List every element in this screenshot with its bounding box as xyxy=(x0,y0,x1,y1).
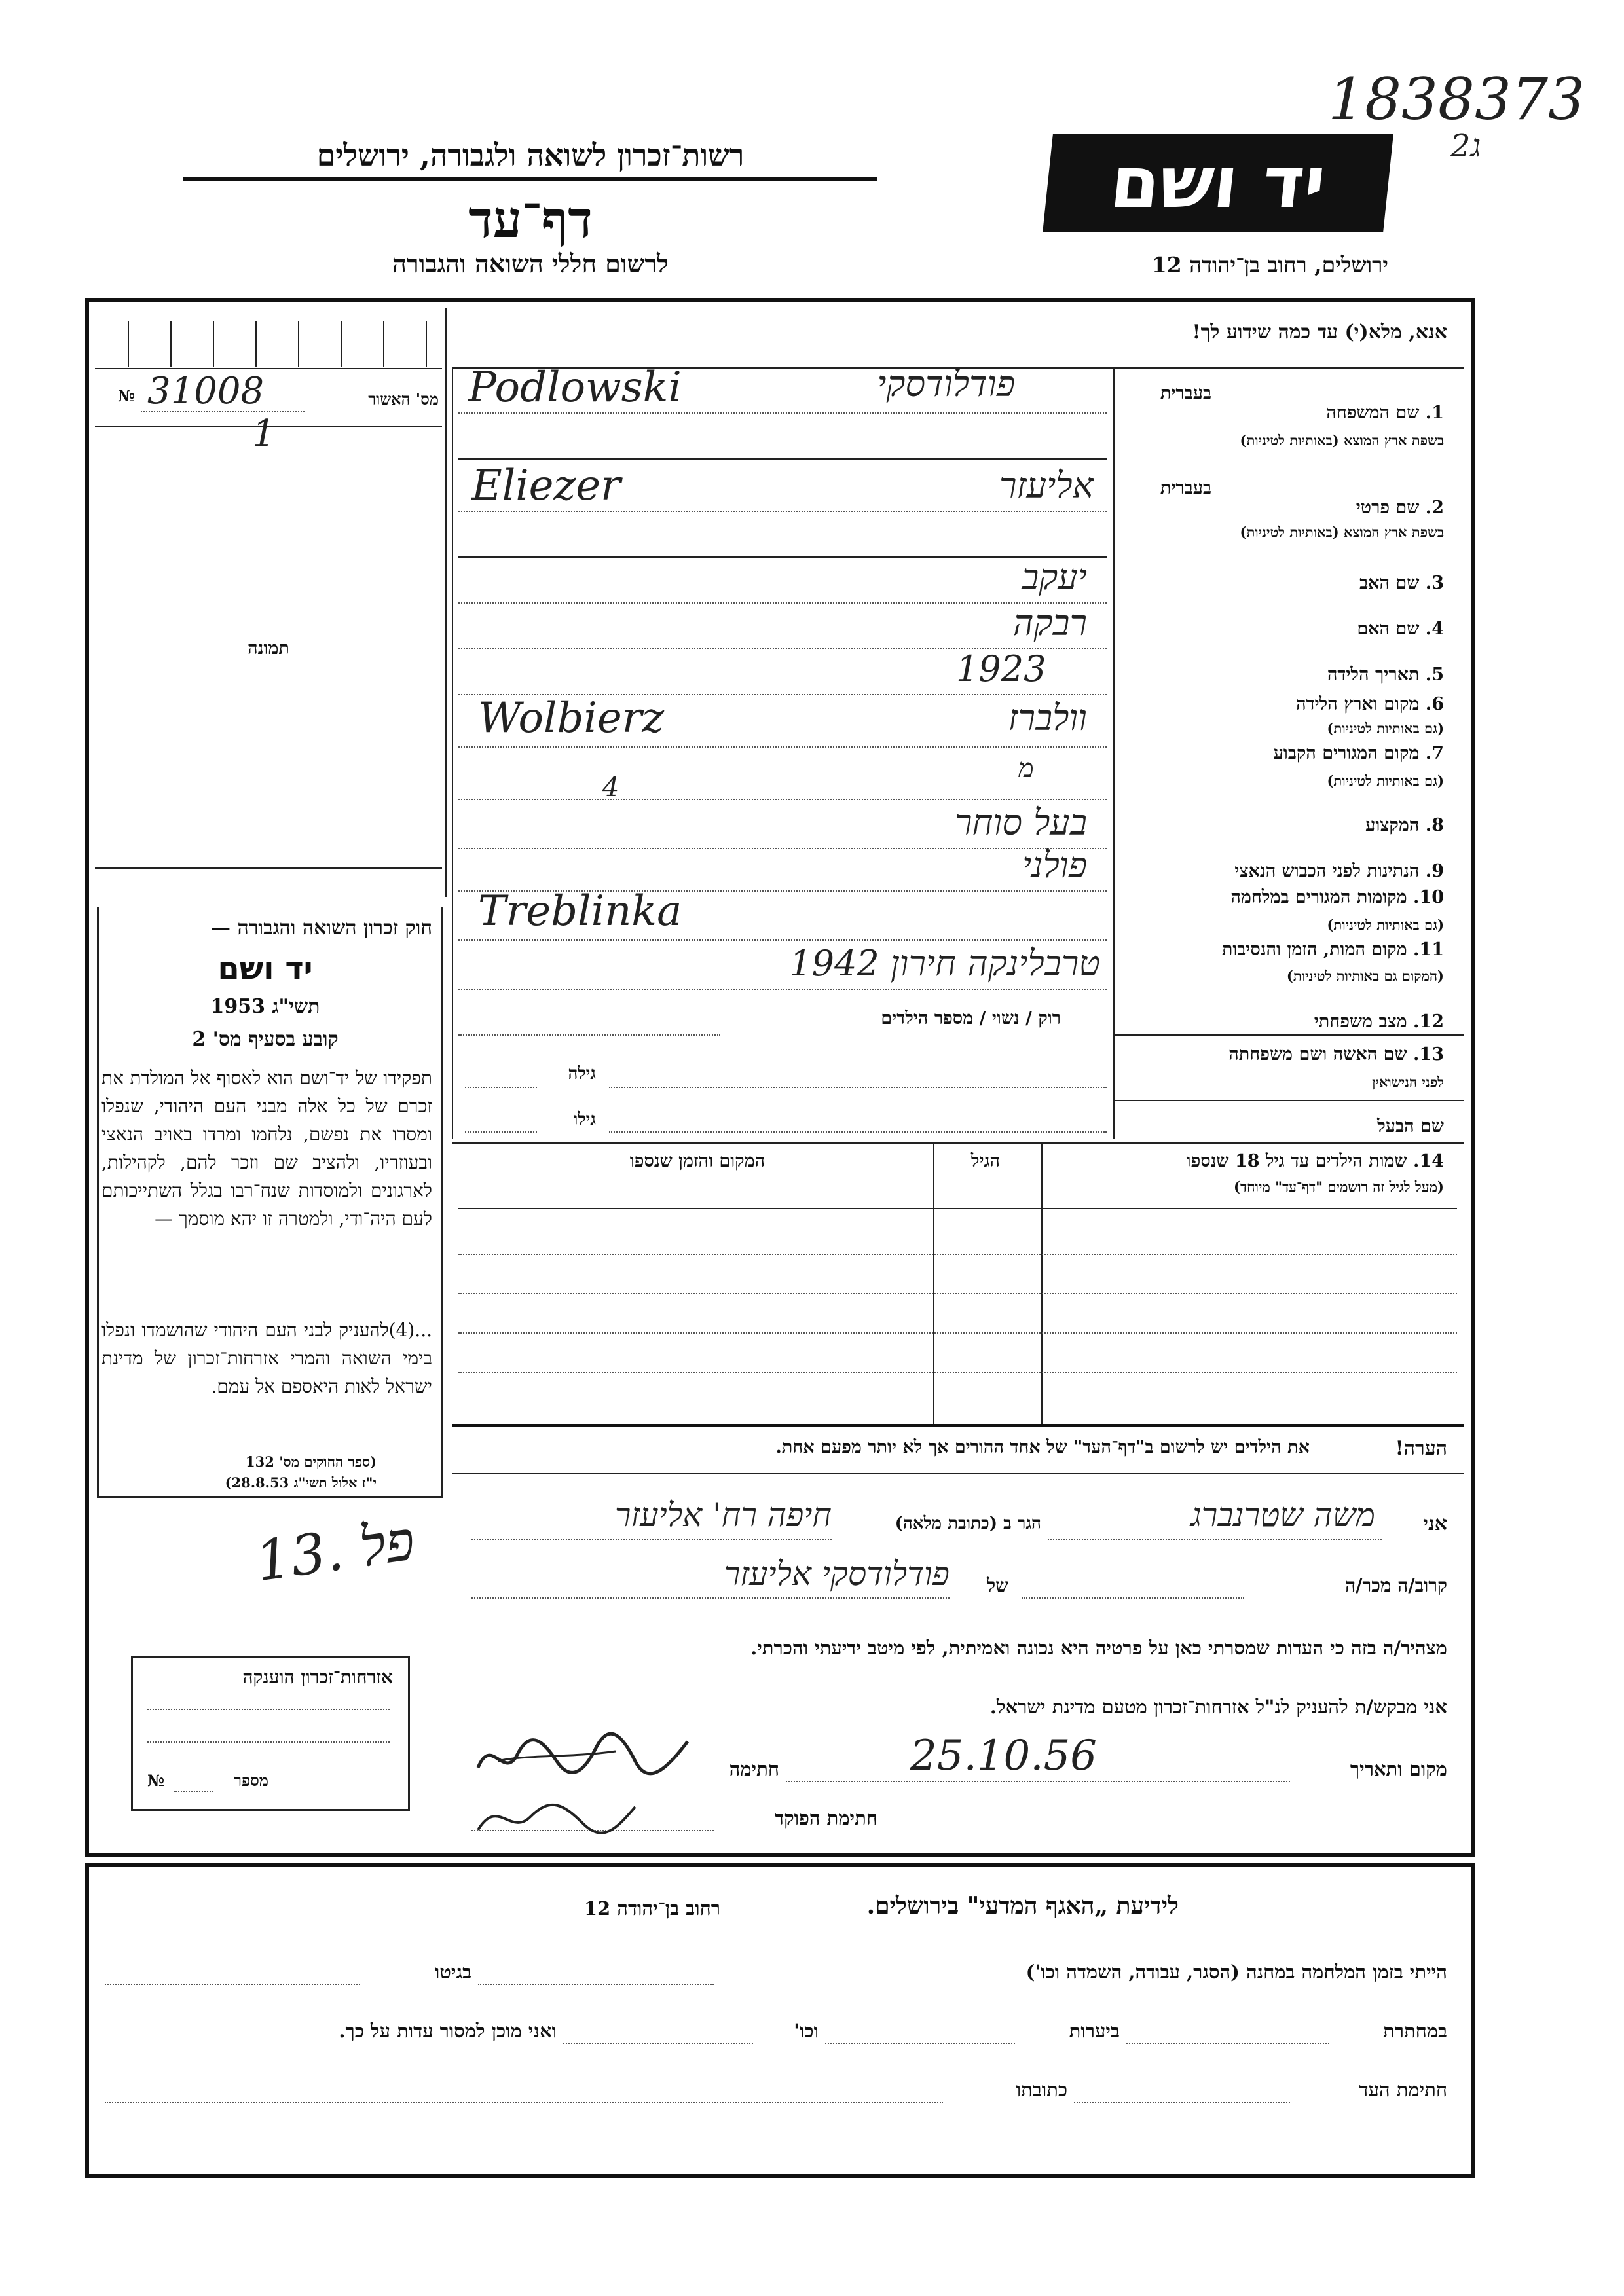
field-given-name-hebrew: אליעזר xyxy=(999,465,1094,506)
bottom-line2-b: ביערות xyxy=(1069,2020,1120,2042)
instructions: אנא, מלא(י) עד כמה שידוע לך! xyxy=(1192,321,1447,344)
certificate-line xyxy=(147,1709,390,1710)
approval-grid-tick xyxy=(170,321,172,367)
field-birthplace-sub: (גם באותיות לטיניות) xyxy=(1327,720,1444,737)
field-children-label: 14. שמות הילדים עד גיל 18 שנספו xyxy=(1186,1151,1444,1171)
field-residence-sub: (גם באותיות לטיניות) xyxy=(1327,773,1444,789)
header-address: ירושלים, רחוב בן־יהודה 12 xyxy=(1151,252,1388,278)
declaration-address-label: הגר ב (כתובת מלאה) xyxy=(895,1514,1041,1533)
field-husband-label: שם הבעל xyxy=(1377,1116,1444,1137)
law-source: (ספר החוקים מס' 132 xyxy=(246,1453,377,1470)
field-mother-value: רבקה xyxy=(1012,602,1087,644)
field-given-name-latin: Eliezer xyxy=(471,462,621,510)
field-death-value: טרבלינקה חירון 1942 xyxy=(789,943,1100,984)
field-father-value: יעקב xyxy=(1022,556,1087,598)
note-text: את הילדים יש לרשום ב"דף־העד" של אחד ההורים אך לא יותר מפעם אחת. xyxy=(775,1437,1310,1457)
field-birthplace-hebrew: וולברז xyxy=(1008,697,1087,738)
declaration-relation-label: קרוב/ה מכר/ה xyxy=(1345,1575,1447,1596)
field-given-name-sub: בשפת ארץ המוצא (באותיות לטיניות) xyxy=(1240,524,1444,540)
official-signature xyxy=(471,1791,642,1843)
field-birthdate-label: 5. תאריך הלידה xyxy=(1327,665,1444,685)
bottom-line2-c: וכו' xyxy=(794,2020,819,2042)
line xyxy=(609,1087,1107,1088)
form-subtitle: לרשום חללי השואה והגבורה xyxy=(392,249,669,278)
declaration-request: אני מבקש/ת להעניק לנ"ל אזרחות־זכרון מטעם מדינת ישראל. xyxy=(989,1696,1447,1718)
line xyxy=(1048,1539,1382,1540)
law-year: תשי"ג 1953 xyxy=(210,995,320,1018)
field-husband-age-label: גילו xyxy=(573,1110,596,1129)
header-rule xyxy=(183,177,877,181)
approval-grid-tick xyxy=(426,321,427,367)
line xyxy=(471,1597,950,1599)
archive-sub-number: ג2 xyxy=(1450,128,1481,164)
line xyxy=(786,1781,1290,1782)
field-residence-value: מ xyxy=(1018,754,1034,784)
field-given-name-label: 2. שם פרטי xyxy=(1356,498,1444,518)
line xyxy=(465,1131,537,1133)
official-signature-label: חתימת הפוקד xyxy=(775,1807,877,1829)
field-death-label: 11. מקום המות, הזמן והנסיבות xyxy=(1221,939,1444,960)
children-col-divider xyxy=(1041,1142,1043,1424)
approval-grid-tick xyxy=(383,321,384,367)
declaration-statement: מצהיר/ה בזה כי העדות שמסרתי כאן על פרטיה היא נכונה ואמיתית, לפי מיטב ידיעתי והכרתי. xyxy=(750,1637,1447,1659)
line xyxy=(1022,1597,1244,1599)
declaration-of-name: פודלודסקי אליעזר xyxy=(724,1555,950,1593)
approval-grid-tick xyxy=(341,321,342,367)
children-row xyxy=(458,1293,1457,1294)
field-occupation-label: 8. המקצוע xyxy=(1365,815,1444,835)
line xyxy=(1126,2043,1329,2044)
line xyxy=(609,1131,1107,1133)
children-row xyxy=(458,1254,1457,1255)
field-birthplace-latin: Wolbierz xyxy=(478,694,665,742)
line xyxy=(465,1087,537,1088)
yad-vashem-logo xyxy=(1043,134,1393,232)
declaration-address: חיפה רח' אליעזר xyxy=(614,1496,832,1534)
law-name: יד ושם xyxy=(217,951,313,987)
hebrew-label-1: בעברית xyxy=(1160,383,1211,403)
line xyxy=(458,511,1107,512)
line xyxy=(471,1539,832,1540)
children-col-place: המקום והזמן שנספו xyxy=(629,1151,766,1171)
certificate-title: אזרחות־זכרון הוענקה xyxy=(242,1666,393,1688)
field-wartime-residence-sub: (גם באותיות לטיניות) xyxy=(1327,917,1444,933)
line xyxy=(105,2102,943,2103)
line xyxy=(458,939,1107,941)
bottom-line2-d: ואני מוכן למסור עדות על כך. xyxy=(339,2020,557,2042)
field-family-name-latin: Podlowski xyxy=(468,363,682,412)
approval-number-2: 1 xyxy=(252,412,276,455)
line xyxy=(458,746,1107,748)
line xyxy=(458,799,1107,800)
approval-grid-base xyxy=(95,368,442,369)
children-row xyxy=(458,1332,1457,1334)
margin-note: 13. פל xyxy=(251,1508,419,1594)
children-bottom-rule xyxy=(452,1424,1464,1427)
approval-underline xyxy=(141,411,304,412)
logo-text: יד ושם xyxy=(1106,142,1330,224)
field-marital-label: 12. מצב משפחתי xyxy=(1314,1011,1444,1032)
photo-label: תמונה xyxy=(248,638,289,659)
bottom-line1-a: הייתי בזמן המלחמה במחנה (הסגר, עבודה, השמדה וכו') xyxy=(1025,1961,1447,1983)
field-family-name-sub: בשפת ארץ המוצא (באותיות לטיניות) xyxy=(1240,432,1444,448)
approval-number: 31008 xyxy=(147,370,265,412)
authority-name: רשות־זכרון לשואה ולגבורה, ירושלים xyxy=(316,137,745,173)
approval-grid-tick xyxy=(298,321,299,367)
approval-grid-tick xyxy=(128,321,129,367)
approval-grid-tick xyxy=(213,321,214,367)
field-wartime-residence-label: 10. מקומות המגורים במלחמה xyxy=(1230,887,1444,907)
bottom-line2-a: במחתרת xyxy=(1383,2020,1447,2042)
signature-label: חתימה xyxy=(729,1758,779,1780)
declaration-name: משה שטרנברג xyxy=(1190,1496,1375,1534)
field-citizenship-value: פולני xyxy=(1022,845,1087,886)
approval-grid-tick xyxy=(255,321,257,367)
line xyxy=(458,1034,720,1036)
note-bottom-rule xyxy=(452,1473,1464,1474)
row-rule xyxy=(1113,1100,1464,1101)
archive-number: 1838373 xyxy=(1328,65,1585,133)
bottom-line3-a: חתימת העד xyxy=(1359,2079,1447,2101)
field-occupation-value: בעל סוחר xyxy=(954,802,1087,843)
field-wife-label: 13. שם האשה ושם משפחתה xyxy=(1228,1044,1444,1065)
declaration-i-label: אני xyxy=(1423,1512,1447,1535)
field-marital-options: רוק / נשוי / מספר הילדים xyxy=(881,1008,1061,1029)
law-clause: קובע בסעיף מס' 2 xyxy=(192,1028,339,1051)
approval-bottom-line xyxy=(95,426,442,427)
approval-prefix: № xyxy=(118,386,136,405)
section-rule xyxy=(452,1142,1464,1144)
field-birthplace-label: 6. מקום וארץ הלידה xyxy=(1296,694,1444,714)
form-title: דף־עד xyxy=(468,190,593,249)
bottom-address: רחוב בן־יהודה 12 xyxy=(583,1897,720,1920)
field-family-name-label: 1. שם המשפחה xyxy=(1326,403,1444,423)
field-mother-label: 4. שם האם xyxy=(1357,619,1444,639)
label-column-divider xyxy=(1113,367,1115,1139)
field-death-sub: (המקום גם באותיות לטיניות) xyxy=(1286,968,1444,984)
bottom-line3-b: כתובתו xyxy=(1016,2079,1067,2101)
witness-signature xyxy=(471,1722,694,1787)
field-residence-value-2: 4 xyxy=(602,773,619,803)
law-body: תפקידו של יד־ושם הוא לאסוף אל המולדת את זכרם של כל אלה מבני העם היהודי, שנפלו ומסרו את נפשם, נלחמו ומרדו באויב הנאצי ובעוזריו, ולהציב שם וזכר להם, לקהילות, לארגונים ולמוסדות שנח־רבו בגלל השתייכותם לעם היה־ודי, ולמטרה זו יהא מוסמך — xyxy=(101,1067,432,1230)
certificate-number-line xyxy=(174,1791,213,1792)
declaration-date: 25.10.56 xyxy=(910,1732,1097,1780)
children-header-rule xyxy=(458,1208,1457,1209)
field-father-label: 3. שם האב xyxy=(1359,573,1444,593)
row-rule xyxy=(1113,1034,1464,1036)
field-wartime-residence-latin: Treblinka xyxy=(478,887,682,936)
certificate-number-label: מספר xyxy=(234,1771,268,1790)
line xyxy=(478,1984,714,1985)
line xyxy=(105,1984,360,1985)
field-family-name-hebrew: פודלודסקי xyxy=(877,363,1015,405)
line xyxy=(1074,2102,1290,2103)
hebrew-label-2: בעברית xyxy=(1160,478,1211,498)
note-label: הערה! xyxy=(1395,1437,1447,1460)
bottom-title: לידיעת „האגף המדעי" בירושלים. xyxy=(866,1892,1179,1920)
field-residence-label: 7. מקום המגורים הקבוע xyxy=(1273,743,1444,763)
bottom-line1-b: בגיטו xyxy=(434,1961,471,1983)
children-row xyxy=(458,1372,1457,1373)
place-date-label: מקום ותאריך xyxy=(1350,1758,1447,1780)
line xyxy=(458,412,1107,414)
children-col-age: הגיל xyxy=(970,1151,1001,1171)
law-heading: חוק זכרון השואה והגבורה — xyxy=(211,917,432,939)
children-col-divider xyxy=(933,1142,934,1424)
approval-label: מס' האשור xyxy=(368,390,439,409)
line xyxy=(563,2043,753,2044)
law-body-2: ...(4)להעניק לבני העם היהודי שהושמדו ונפלו בימי השואה והמרי אזרחות־זכרון של מדינת ישראל לאות היאספם אל עמם. xyxy=(101,1319,432,1397)
line xyxy=(825,2043,1015,2044)
line xyxy=(458,989,1107,990)
law-source-date: י"ז אלול תשי"ג 28.8.53) xyxy=(225,1474,377,1491)
certificate-line xyxy=(147,1741,390,1743)
value-column-left xyxy=(452,367,453,1139)
row-rule xyxy=(458,458,1107,460)
field-birthdate-value: 1923 xyxy=(956,648,1046,689)
field-wife-age-label: גילה xyxy=(568,1064,596,1084)
field-citizenship-label: 9. הנתינות לפני הכבוש הנאצי xyxy=(1234,861,1444,881)
certificate-number-prefix: № xyxy=(147,1771,165,1790)
photo-bottom-line xyxy=(95,867,442,869)
field-wife-sub: לפני הנישואין xyxy=(1372,1074,1444,1090)
field-children-sub: (מעל לגיל זה רושמים "דף־עד" מיוחד) xyxy=(1234,1178,1444,1195)
declaration-of-label: של xyxy=(987,1575,1008,1596)
